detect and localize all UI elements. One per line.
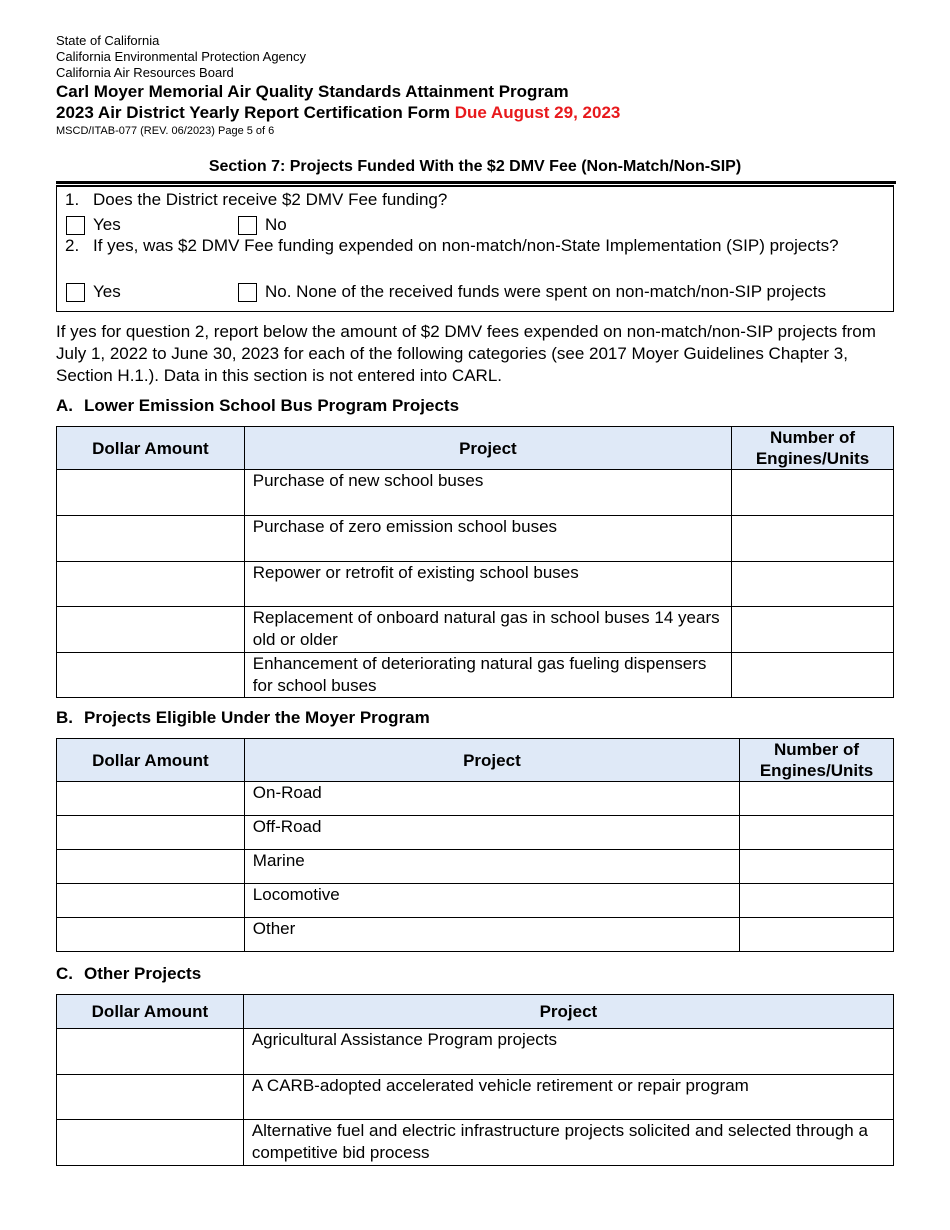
subsection-b-title bbox=[56, 708, 430, 728]
table-row bbox=[57, 516, 894, 562]
dollar-amount-cell[interactable] bbox=[57, 816, 245, 850]
table-row bbox=[57, 816, 894, 850]
table-row bbox=[57, 850, 894, 884]
question-2 bbox=[65, 235, 865, 257]
form-header bbox=[56, 33, 896, 139]
dollar-amount-cell[interactable] bbox=[57, 1029, 244, 1075]
dollar-amount-cell[interactable] bbox=[57, 653, 245, 698]
project-cell: Replacement of onboard natural gas in school buses 14 years old or older bbox=[244, 607, 731, 653]
subsection-letter: A. bbox=[56, 396, 73, 415]
table-row bbox=[57, 1075, 894, 1120]
table-row bbox=[57, 470, 894, 516]
dollar-amount-cell[interactable] bbox=[57, 470, 245, 516]
subsection-c-title bbox=[56, 964, 201, 984]
header-dollar-amount: Dollar Amount bbox=[57, 739, 245, 782]
engines-units-cell[interactable] bbox=[732, 607, 894, 653]
due-date: Due August 29, 2023 bbox=[454, 103, 621, 122]
header-dollar-amount: Dollar Amount bbox=[57, 427, 245, 470]
checkbox-label: Yes bbox=[93, 282, 121, 301]
table-header-row bbox=[57, 739, 894, 782]
engines-units-cell[interactable] bbox=[732, 562, 894, 607]
q1-yes-checkbox[interactable] bbox=[66, 215, 121, 235]
dollar-amount-cell[interactable] bbox=[57, 562, 245, 607]
project-cell: Agricultural Assistance Program projects bbox=[243, 1029, 893, 1075]
project-cell: Marine bbox=[244, 850, 739, 884]
dollar-amount-cell[interactable] bbox=[57, 516, 245, 562]
moyer-eligible-table bbox=[56, 738, 894, 952]
subsection-title-text: Lower Emission School Bus Program Projects bbox=[84, 396, 460, 415]
q2-no-checkbox[interactable] bbox=[238, 282, 826, 302]
instructions-paragraph: If yes for question 2, report below the amount of $2 DMV fees expended on non-match/non-SIP projects from July 1, 2022 to June 30, 2023 for each of the following categories (see 2017 Moyer Guidelines Chapter 3, Section H.1.). Data in this section is not entered into CARL. bbox=[56, 322, 876, 385]
project-cell: Alternative fuel and electric infrastructure projects solicited and selected through a competitive bid process bbox=[243, 1120, 893, 1166]
form-title-line bbox=[56, 102, 896, 123]
header-project: Project bbox=[244, 739, 739, 782]
checkbox-label: Yes bbox=[93, 215, 121, 234]
engines-units-cell[interactable] bbox=[740, 816, 894, 850]
table-row bbox=[57, 653, 894, 698]
header-dollar-amount: Dollar Amount bbox=[57, 995, 244, 1029]
engines-units-cell[interactable] bbox=[732, 516, 894, 562]
table-row bbox=[57, 782, 894, 816]
table-row bbox=[57, 607, 894, 653]
project-cell: Other bbox=[244, 918, 739, 952]
question-1 bbox=[65, 189, 447, 211]
form-title: 2023 Air District Yearly Report Certification Form bbox=[56, 103, 450, 122]
other-projects-table bbox=[56, 994, 894, 1166]
table-row bbox=[57, 562, 894, 607]
project-cell: On-Road bbox=[244, 782, 739, 816]
dollar-amount-cell[interactable] bbox=[57, 850, 245, 884]
project-cell: A CARB-adopted accelerated vehicle retirement or repair program bbox=[243, 1075, 893, 1120]
engines-units-cell[interactable] bbox=[740, 918, 894, 952]
engines-units-cell[interactable] bbox=[740, 782, 894, 816]
q2-yes-checkbox[interactable] bbox=[66, 282, 121, 302]
subsection-letter: B. bbox=[56, 708, 73, 727]
dollar-amount-cell[interactable] bbox=[57, 1075, 244, 1120]
header-engines-units: Number of Engines/Units bbox=[740, 739, 894, 782]
engines-units-cell[interactable] bbox=[740, 850, 894, 884]
table-row bbox=[57, 1120, 894, 1166]
table-row bbox=[57, 884, 894, 918]
project-cell: Locomotive bbox=[244, 884, 739, 918]
project-cell: Purchase of new school buses bbox=[244, 470, 731, 516]
header-engines-units: Number of Engines/Units bbox=[732, 427, 894, 470]
question-text: If yes, was $2 DMV Fee funding expended on non-match/non-State Implementation (SIP) projects? bbox=[93, 236, 839, 255]
table-row bbox=[57, 1029, 894, 1075]
q1-no-checkbox[interactable] bbox=[238, 215, 287, 235]
dollar-amount-cell[interactable] bbox=[57, 607, 245, 653]
project-cell: Repower or retrofit of existing school buses bbox=[244, 562, 731, 607]
dollar-amount-cell[interactable] bbox=[57, 884, 245, 918]
checkbox-box[interactable] bbox=[238, 283, 257, 302]
question-number: 2. bbox=[65, 236, 80, 255]
header-project: Project bbox=[244, 427, 731, 470]
dollar-amount-cell[interactable] bbox=[57, 918, 245, 952]
section-title: Section 7: Projects Funded With the $2 DMV Fee (Non-Match/Non-SIP) bbox=[208, 158, 742, 175]
project-cell: Purchase of zero emission school buses bbox=[244, 516, 731, 562]
section-divider bbox=[56, 181, 896, 184]
subsection-title-text: Other Projects bbox=[84, 964, 202, 983]
program-title: Carl Moyer Memorial Air Quality Standards Attainment Program bbox=[56, 82, 569, 101]
school-bus-table bbox=[56, 426, 894, 698]
subsection-title-text: Projects Eligible Under the Moyer Program bbox=[84, 708, 430, 727]
form-number: MSCD/ITAB-077 (REV. 06/2023) Page 5 of 6 bbox=[56, 125, 275, 137]
checkbox-label: No bbox=[265, 215, 287, 234]
engines-units-cell[interactable] bbox=[740, 884, 894, 918]
subsection-letter: C. bbox=[56, 964, 73, 983]
engines-units-cell[interactable] bbox=[732, 653, 894, 698]
agency-line: California Environmental Protection Agency bbox=[56, 49, 307, 64]
checkbox-box[interactable] bbox=[238, 216, 257, 235]
questions-box bbox=[56, 185, 894, 312]
dollar-amount-cell[interactable] bbox=[57, 1120, 244, 1166]
table-header-row bbox=[57, 995, 894, 1029]
question-text: Does the District receive $2 DMV Fee funding? bbox=[93, 190, 448, 209]
checkbox-label: No. None of the received funds were spent on non-match/non-SIP projects bbox=[265, 282, 827, 301]
engines-units-cell[interactable] bbox=[732, 470, 894, 516]
question-number: 1. bbox=[65, 190, 80, 209]
agency-line: State of California bbox=[56, 33, 160, 48]
table-header-row bbox=[57, 427, 894, 470]
table-row bbox=[57, 918, 894, 952]
subsection-a-title bbox=[56, 396, 459, 416]
project-cell: Off-Road bbox=[244, 816, 739, 850]
project-cell: Enhancement of deteriorating natural gas fueling dispensers for school buses bbox=[244, 653, 731, 698]
header-project: Project bbox=[243, 995, 893, 1029]
checkbox-box[interactable] bbox=[66, 216, 85, 235]
agency-line: California Air Resources Board bbox=[56, 65, 234, 80]
checkbox-box[interactable] bbox=[66, 283, 85, 302]
dollar-amount-cell[interactable] bbox=[57, 782, 245, 816]
